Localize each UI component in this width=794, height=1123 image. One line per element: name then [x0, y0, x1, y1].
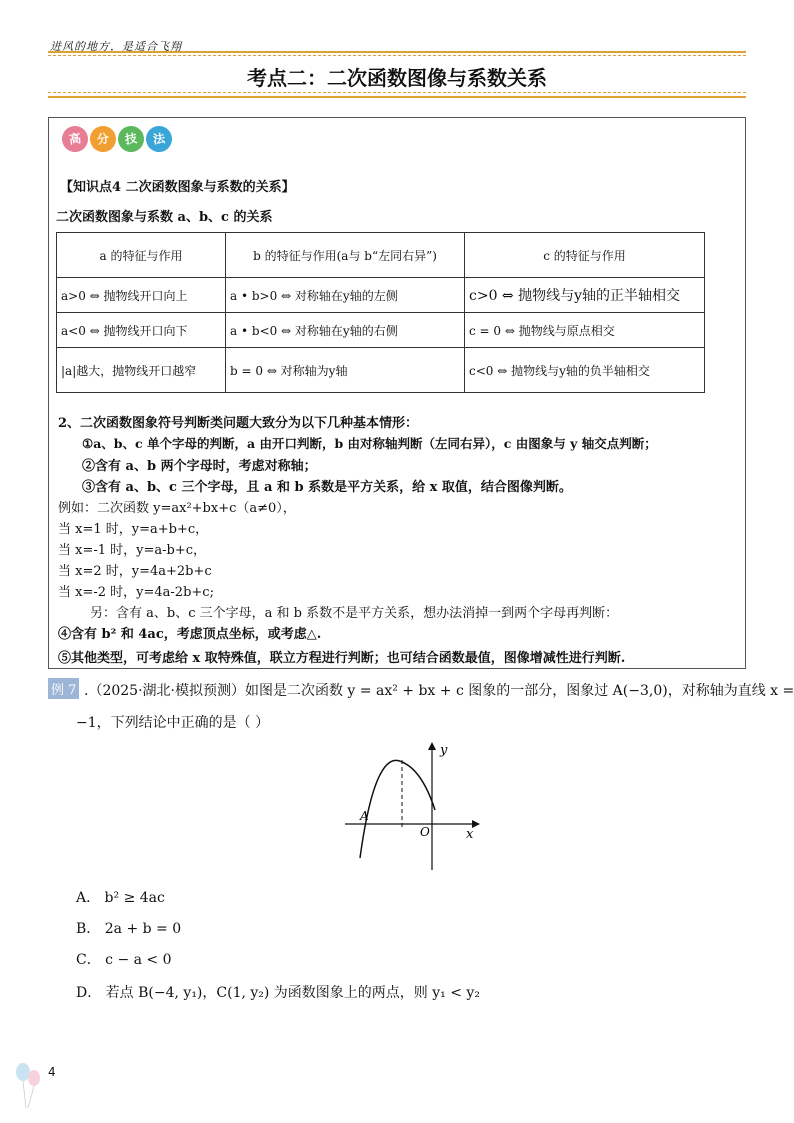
table-cell: |a|越大，抛物线开口越窄 [57, 348, 226, 393]
example-question-line1: .（2025·湖北·模拟预测）如图是二次函数 y = ax² + bx + c 图象的一部分，图象过 A(−3,0)，对称轴为直线 x = [84, 683, 794, 699]
table-cell: c>0 ⇔ 抛物线与y轴的正半轴相交 [465, 278, 705, 313]
table-header-cell: b 的特征与作用(a与 b“左同右异”) [226, 233, 465, 278]
example-line: 当 x=1 时，y=a+b+c， [58, 522, 209, 537]
parabola-curve [360, 760, 435, 858]
other-note: 另：含有 a、b、c 三个字母，a 和 b 系数不是平方关系，想办法消掉一到两个字母再判断： [90, 606, 619, 621]
table-cell: a<0 ⇔ 抛物线开口向下 [57, 313, 226, 348]
knowledge-heading: 【知识点4 二次函数图象与系数的关系】 [60, 180, 295, 195]
header-divider [48, 51, 746, 53]
option-d[interactable]: D． 若点 B(−4, y₁)，C(1, y₂) 为函数图象上的两点，则 y₁ < y₂ [76, 985, 480, 1001]
balloon-icon [14, 1060, 44, 1110]
title-divider-dashed [48, 92, 746, 93]
y-axis-arrow-icon [428, 742, 436, 750]
badge-char: 高 [60, 124, 89, 153]
table-cell: b = 0 ⇔ 对称轴为y轴 [226, 348, 465, 393]
option-c[interactable]: C． c − a < 0 [76, 952, 172, 968]
point2-heading: 2、二次函数图象符号判断类问题大致分为以下几种基本情形： [58, 416, 419, 431]
table-header-cell: a 的特征与作用 [57, 233, 226, 278]
table-cell: a • b>0 ⇔ 对称轴在y轴的左侧 [226, 278, 465, 313]
table-cell: a>0 ⇔ 抛物线开口向上 [57, 278, 226, 313]
case-2: ②含有 a、b 两个字母时，考虑对称轴； [82, 459, 317, 474]
coefficient-table [56, 232, 705, 393]
example-line: 当 x=2 时，y=4a+2b+c [58, 564, 212, 579]
y-label: y [440, 743, 448, 758]
header-divider-dashed [48, 55, 746, 56]
page-title: 考点二：二次函数图像与系数关系 [247, 66, 547, 90]
badge-char: 技 [116, 124, 145, 153]
badge-char: 法 [144, 124, 173, 153]
example-tag: 例 7 [48, 678, 79, 699]
header-slogan: 进风的地方，是适合飞翔 [50, 40, 182, 53]
x-label: x [466, 827, 474, 842]
example-line: 当 x=-1 时，y=a-b+c， [58, 543, 207, 558]
table-row [57, 348, 705, 393]
point-a-label: A [360, 809, 369, 823]
example-intro: 例如：二次函数 y=ax²+bx+c（a≠0）， [58, 501, 296, 516]
table-row [57, 278, 705, 313]
case-1: ①a、b、c 单个字母的判断，a 由开口判断，b 由对称轴判断（左同右异），c 由图象与 y 轴交点判断； [82, 436, 657, 451]
table-cell: c = 0 ⇔ 抛物线与原点相交 [465, 313, 705, 348]
knowledge-subheading: 二次函数图象与系数 a、b、c 的关系 [56, 210, 273, 225]
badge-char: 分 [88, 124, 117, 153]
table-header-row [57, 233, 705, 278]
example-question-line2: −1，下列结论中正确的是（ ） [76, 715, 270, 731]
high-score-badge [62, 126, 172, 152]
table-header-cell: c 的特征与作用 [465, 233, 705, 278]
case-3: ③含有 a、b、c 三个字母，且 a 和 b 系数是平方关系，给 x 取值，结合图像判断。 [82, 480, 572, 495]
option-b[interactable]: B． 2a + b = 0 [76, 921, 182, 937]
table-cell: c<0 ⇔ 抛物线与y轴的负半轴相交 [465, 348, 705, 393]
table-row [57, 313, 705, 348]
page-number: 4 [48, 1065, 56, 1079]
case-5: ⑤其他类型，可考虑给 x 取特殊值，联立方程进行判断；也可结合函数最值，图像增减性进行判断. [58, 651, 626, 666]
example-line: 当 x=-2 时，y=4a-2b+c; [58, 585, 214, 600]
parabola-graph [340, 738, 490, 873]
option-a[interactable]: A． b² ≥ 4ac [76, 890, 165, 906]
title-divider [48, 96, 746, 98]
table-cell: a • b<0 ⇔ 对称轴在y轴的右侧 [226, 313, 465, 348]
case-4: ④含有 b² 和 4ac，考虑顶点坐标，或考虑△. [58, 627, 322, 642]
origin-label: O [420, 825, 430, 839]
